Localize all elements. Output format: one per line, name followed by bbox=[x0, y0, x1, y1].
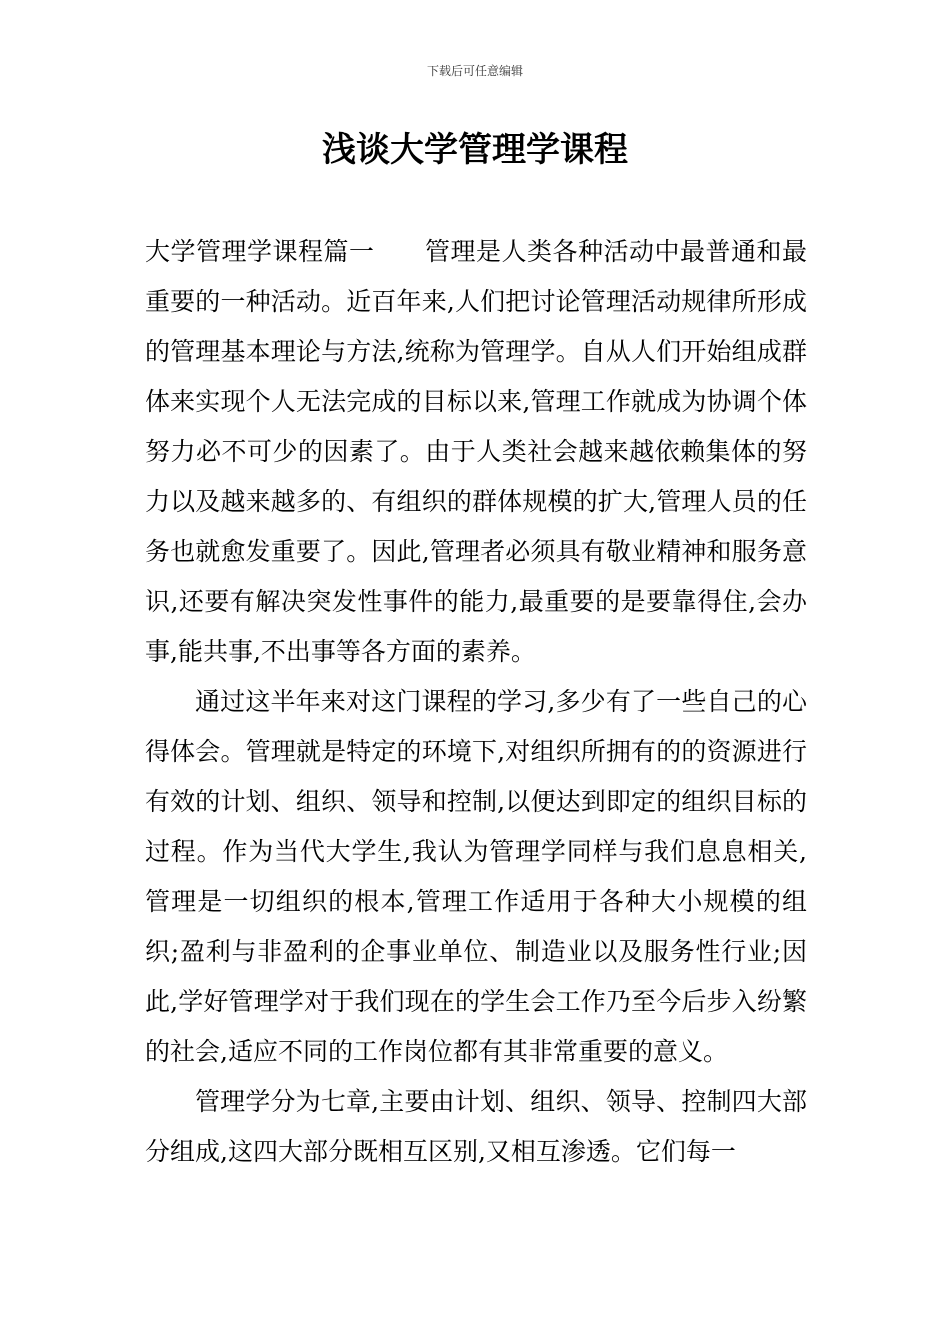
document-body bbox=[145, 227, 807, 1177]
paragraph-2: 通过这半年来对这门课程的学习,多少有了一些自己的心得体会。管理就是特定的环境下,对组织所拥有的的资源进行有效的计划、组织、领导和控制,以便达到即定的组织目标的过程。作为当代大学生,我认为管理学同样与我们息息相关,管理是一切组织的根本,管理工作适用于各种大小规模的组织;盈利与非盈利的企事业单位、制造业以及服务性行业;因此,学好管理学对于我们现在的学生会工作乃至今后步入纷繁的社会,适应不同的工作岗位都有其非常重要的意义。 bbox=[145, 687, 807, 1066]
document-title: 浅谈大学管理学课程 bbox=[322, 130, 628, 170]
paragraph-3: 管理学分为七章,主要由计划、组织、领导、控制四大部分组成,这四大部分既相互区别,又相互渗透。它们每一 bbox=[145, 1087, 807, 1166]
paragraph-1-text: 管理是人类各种活动中最普通和最重要的一种活动。近百年来,人们把讨论管理活动规律所形成的管理基本理论与方法,统称为管理学。自从人们开始组成群体来实现个人无法完成的目标以来,管理工作就成为协调个体努力必不可少的因素了。由于人类社会越来越依赖集体的努力以及越来越多的、有组织的群体规模的扩大,管理人员的任务也就愈发重要了。因此,管理者必须具有敬业精神和服务意识,还要有解决突发性事件的能力,最重要的是要靠得住,会办事,能共事,不出事等各方面的素养。 bbox=[145, 237, 807, 666]
header-note: 下载后可任意编辑 bbox=[426, 64, 523, 78]
section-label: 大学管理学课程篇一 bbox=[145, 237, 375, 266]
paragraph-1 bbox=[145, 227, 807, 677]
